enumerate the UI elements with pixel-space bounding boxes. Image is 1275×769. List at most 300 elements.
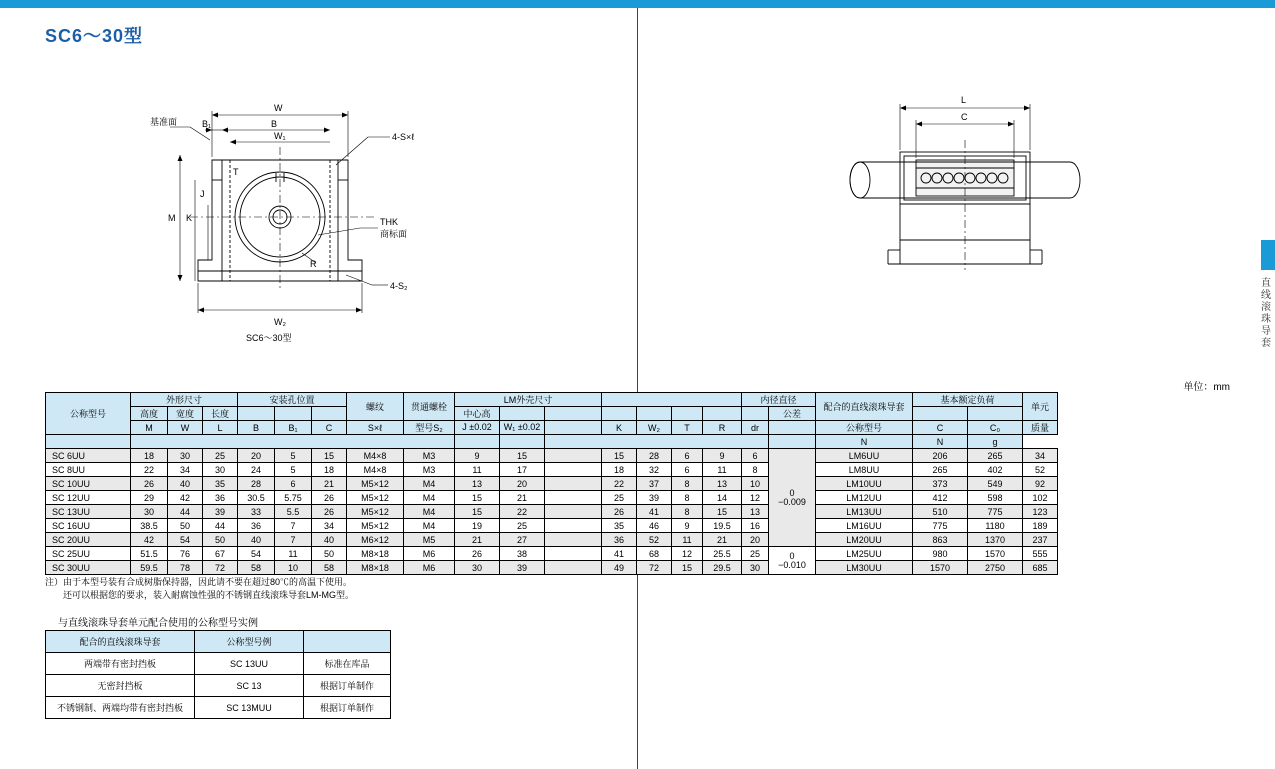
th-nominal-model: 公称型号	[46, 393, 131, 435]
cell-dr: 30	[742, 561, 769, 575]
cell-model: SC 25UU	[46, 547, 131, 561]
cell-bush-type: 无密封挡板	[46, 675, 195, 697]
cell-M: 26	[131, 477, 168, 491]
dim-label-C: C	[961, 112, 968, 122]
cell-B1: 5	[275, 463, 312, 477]
unit-row-N2: N	[913, 435, 968, 449]
cell-W1: 27	[500, 533, 545, 547]
cell-R: 9	[703, 449, 742, 463]
cell-C-load: 1570	[913, 561, 968, 575]
cell-mass: 237	[1023, 533, 1058, 547]
table-row	[46, 477, 1058, 491]
cell-model: SC 16UU	[46, 519, 131, 533]
cell-bush: LM25UU	[816, 547, 913, 561]
cell-C: 26	[312, 491, 347, 505]
cell-Sxl: M5×12	[347, 477, 404, 491]
th-height: 高度	[131, 407, 168, 421]
cell-T: 11	[672, 533, 703, 547]
sym-W1: W₁ ±0.02	[500, 421, 545, 435]
th-unit: 单元	[1023, 393, 1058, 421]
cell-R: 25.5	[703, 547, 742, 561]
sym-T: T	[672, 421, 703, 435]
footnote-line-2: 还可以根据您的要求，装入耐腐蚀性强的不锈钢直线滚珠导套LM-MG型。	[63, 590, 354, 600]
cell-example-model: SC 13UU	[195, 653, 304, 675]
drawing-front-view	[150, 85, 510, 345]
dim-label-W1: W₁	[274, 131, 286, 141]
cell-bush: LM20UU	[816, 533, 913, 547]
footnote	[45, 576, 354, 602]
cell-model: SC 10UU	[46, 477, 131, 491]
cell-bush: LM16UU	[816, 519, 913, 533]
cell-K: 15	[602, 449, 637, 463]
cell-K: 18	[602, 463, 637, 477]
sym-dr: dr	[742, 421, 769, 435]
cell-C-load: 775	[913, 519, 968, 533]
cell-L: 30	[203, 463, 238, 477]
cell-C: 40	[312, 533, 347, 547]
cell-C: 26	[312, 505, 347, 519]
table-row	[46, 491, 1058, 505]
sym-Cn: C	[913, 421, 968, 435]
page-divider	[637, 8, 638, 769]
unit-row-J	[455, 435, 500, 449]
cell-S2: M3	[404, 449, 455, 463]
cell-B1: 7	[275, 519, 312, 533]
th-dr-group	[742, 407, 769, 421]
cell-W: 30	[168, 449, 203, 463]
cell-extra	[545, 547, 602, 561]
cell-L: 25	[203, 449, 238, 463]
cell-S2: M4	[404, 477, 455, 491]
cell-mass: 555	[1023, 547, 1058, 561]
cell-W: 40	[168, 477, 203, 491]
cell-B: 54	[238, 547, 275, 561]
label-screw-top: 4-S×ℓ	[392, 132, 415, 142]
sym-W: W	[168, 421, 203, 435]
cell-extra	[545, 505, 602, 519]
cell-bush: LM30UU	[816, 561, 913, 575]
cell-S2: M6	[404, 547, 455, 561]
cell-Sxl: M5×12	[347, 491, 404, 505]
cell-dr: 12	[742, 491, 769, 505]
cell-Sxl: M8×18	[347, 547, 404, 561]
cell-T: 12	[672, 547, 703, 561]
th-mount-hole: 安装孔位置	[238, 393, 347, 407]
cell-B: 36	[238, 519, 275, 533]
cell-model: SC 13UU	[46, 505, 131, 519]
cell-L: 39	[203, 505, 238, 519]
cell-K: 25	[602, 491, 637, 505]
cell-C0-load: 402	[968, 463, 1023, 477]
sym-B1: B₁	[275, 421, 312, 435]
cell-W2: 28	[637, 449, 672, 463]
cell-Sxl: M4×8	[347, 449, 404, 463]
table-row	[46, 631, 391, 653]
th-extra-1	[545, 407, 602, 421]
cell-example-model: SC 13MUU	[195, 697, 304, 719]
cell-T: 8	[672, 491, 703, 505]
table-row	[46, 653, 391, 675]
cell-M: 51.5	[131, 547, 168, 561]
label-thk: THK	[380, 217, 398, 227]
cell-R: 13	[703, 477, 742, 491]
cell-C0-load: 1370	[968, 533, 1023, 547]
specification-table	[45, 392, 1058, 575]
cell-T: 15	[672, 561, 703, 575]
cell-mass: 685	[1023, 561, 1058, 575]
cell-J: 19	[455, 519, 500, 533]
cell-J: 15	[455, 491, 500, 505]
cell-R: 19.5	[703, 519, 742, 533]
th-remark	[304, 631, 391, 653]
cell-R: 15	[703, 505, 742, 519]
cell-K: 35	[602, 519, 637, 533]
table-row	[46, 505, 1058, 519]
cell-model: SC 8UU	[46, 463, 131, 477]
th-width: 宽度	[168, 407, 203, 421]
cell-Sxl: M4×8	[347, 463, 404, 477]
cell-C: 58	[312, 561, 347, 575]
sym-M: M	[131, 421, 168, 435]
cell-B: 30.5	[238, 491, 275, 505]
cell-J: 21	[455, 533, 500, 547]
dim-label-B: B	[271, 119, 278, 129]
cell-C: 50	[312, 547, 347, 561]
cell-C-load: 265	[913, 463, 968, 477]
unit-row-mm	[131, 435, 455, 449]
cell-mass: 123	[1023, 505, 1058, 519]
cell-C-load: 373	[913, 477, 968, 491]
cell-Sxl: M5×12	[347, 519, 404, 533]
th-thread: 螺纹	[347, 393, 404, 421]
cell-B: 40	[238, 533, 275, 547]
cell-K: 36	[602, 533, 637, 547]
sym-tol	[769, 421, 816, 435]
sym-B: B	[238, 421, 275, 435]
th-center-height: 中心高	[455, 407, 500, 421]
cell-W: 78	[168, 561, 203, 575]
th-C-load	[913, 407, 968, 421]
cell-mass: 102	[1023, 491, 1058, 505]
cell-T: 9	[672, 519, 703, 533]
cell-C0-load: 1180	[968, 519, 1023, 533]
cell-S2: M3	[404, 463, 455, 477]
cell-T: 8	[672, 477, 703, 491]
cell-C-load: 412	[913, 491, 968, 505]
cell-R: 14	[703, 491, 742, 505]
cell-W2: 39	[637, 491, 672, 505]
cell-remark: 标准在库品	[304, 653, 391, 675]
top-banner	[0, 0, 1275, 8]
table-row	[46, 561, 1058, 575]
cell-C0-load: 775	[968, 505, 1023, 519]
sym-J: J ±0.02	[455, 421, 500, 435]
cell-S2: M4	[404, 491, 455, 505]
cell-W1: 38	[500, 547, 545, 561]
th-length: 长度	[203, 407, 238, 421]
cell-bush: LM10UU	[816, 477, 913, 491]
cell-W: 54	[168, 533, 203, 547]
cell-C-load: 980	[913, 547, 968, 561]
cell-L: 50	[203, 533, 238, 547]
cell-mass: 189	[1023, 519, 1058, 533]
cell-Sxl: M8×18	[347, 561, 404, 575]
cell-W: 42	[168, 491, 203, 505]
unit-row-N1: N	[816, 435, 913, 449]
cell-M: 42	[131, 533, 168, 547]
cell-W1: 21	[500, 491, 545, 505]
unit-row-model	[46, 435, 131, 449]
cell-R: 21	[703, 533, 742, 547]
th-basic-load: 基本额定负荷	[913, 393, 1023, 407]
footnote-line-1: 注）由于本型号装有合成树脂保持器，因此请不要在超过80℃的高温下使用。	[45, 577, 353, 587]
cell-dr: 13	[742, 505, 769, 519]
sym-S2: 型号S₂	[404, 421, 455, 435]
sym-C0: C₀	[968, 421, 1023, 435]
label-thk2: 商标面	[380, 229, 408, 239]
cell-B1: 10	[275, 561, 312, 575]
label-datum: 基准面	[150, 117, 178, 127]
cell-M: 30	[131, 505, 168, 519]
cell-W1: 15	[500, 449, 545, 463]
cell-mass: 92	[1023, 477, 1058, 491]
cell-Sxl: M5×12	[347, 505, 404, 519]
th-R-group	[703, 407, 742, 421]
unit-row-bush	[769, 435, 816, 449]
cell-M: 22	[131, 463, 168, 477]
dim-label-L: L	[961, 95, 967, 105]
example-model-table	[45, 630, 391, 719]
cell-C-load: 206	[913, 449, 968, 463]
cell-T: 6	[672, 449, 703, 463]
table-row	[46, 533, 1058, 547]
table-row	[46, 547, 1058, 561]
th-bore-dia: 内径直径	[742, 393, 816, 407]
cell-C: 18	[312, 463, 347, 477]
cell-W1: 39	[500, 561, 545, 575]
cell-B: 33	[238, 505, 275, 519]
cell-model: SC 12UU	[46, 491, 131, 505]
page-title: SC6〜30型	[45, 26, 144, 46]
cell-L: 44	[203, 519, 238, 533]
cell-dr: 16	[742, 519, 769, 533]
th-B1	[275, 407, 312, 421]
cell-extra	[545, 533, 602, 547]
cell-W1: 17	[500, 463, 545, 477]
cell-example-model: SC 13	[195, 675, 304, 697]
drawing-side-view	[830, 90, 1120, 300]
table-row	[46, 519, 1058, 533]
cell-S2: M6	[404, 561, 455, 575]
specification-table-body	[46, 449, 1058, 575]
cell-J: 15	[455, 505, 500, 519]
cell-C0-load: 265	[968, 449, 1023, 463]
cell-T: 8	[672, 505, 703, 519]
cell-R: 11	[703, 463, 742, 477]
cell-C0-load: 549	[968, 477, 1023, 491]
sym-K: K	[602, 421, 637, 435]
cell-B1: 5.5	[275, 505, 312, 519]
cell-bush: LM8UU	[816, 463, 913, 477]
table-row	[46, 463, 1058, 477]
cell-W2: 72	[637, 561, 672, 575]
sym-mass: 质量	[1023, 421, 1058, 435]
th-K-group	[602, 407, 637, 421]
cell-Sxl: M6×12	[347, 533, 404, 547]
unit-row-mid	[545, 435, 769, 449]
sym-R: R	[703, 421, 742, 435]
cell-model: SC 20UU	[46, 533, 131, 547]
sym-Sl: S×ℓ	[347, 421, 404, 435]
cell-W2: 41	[637, 505, 672, 519]
cell-J: 13	[455, 477, 500, 491]
cell-dr: 25	[742, 547, 769, 561]
cell-W2: 32	[637, 463, 672, 477]
cell-bush-type: 不锈钢制、两端均带有密封挡板	[46, 697, 195, 719]
cell-W: 34	[168, 463, 203, 477]
cell-J: 26	[455, 547, 500, 561]
cell-B1: 5	[275, 449, 312, 463]
cell-W: 76	[168, 547, 203, 561]
cell-L: 72	[203, 561, 238, 575]
cell-J: 9	[455, 449, 500, 463]
cell-C-load: 510	[913, 505, 968, 519]
dim-label-W: W	[274, 103, 283, 113]
cell-B: 24	[238, 463, 275, 477]
cell-dr: 20	[742, 533, 769, 547]
cell-W2: 52	[637, 533, 672, 547]
cell-extra	[545, 519, 602, 533]
cell-W: 50	[168, 519, 203, 533]
cell-C: 21	[312, 477, 347, 491]
cell-R: 29.5	[703, 561, 742, 575]
cell-L: 35	[203, 477, 238, 491]
cell-M: 59.5	[131, 561, 168, 575]
cell-K: 26	[602, 505, 637, 519]
cell-bush: LM6UU	[816, 449, 913, 463]
cell-tolerance-1: 0 −0.009	[769, 449, 816, 547]
th-W2-group	[637, 407, 672, 421]
cell-extra	[545, 463, 602, 477]
dim-label-T: T	[233, 167, 239, 177]
cell-dr: 6	[742, 449, 769, 463]
sym-bush: 公称型号	[816, 421, 913, 435]
cell-K: 41	[602, 547, 637, 561]
unit-row-W1	[500, 435, 545, 449]
cell-S2: M4	[404, 519, 455, 533]
table-row	[46, 449, 1058, 463]
cell-B1: 7	[275, 533, 312, 547]
dim-label-R: R	[310, 259, 317, 269]
cell-mass: 52	[1023, 463, 1058, 477]
cell-C0-load: 1570	[968, 547, 1023, 561]
cell-W1: 20	[500, 477, 545, 491]
th-blank-group	[602, 393, 742, 407]
table-row	[46, 675, 391, 697]
th-matched-bush: 配合的直线滚珠导套	[816, 393, 913, 421]
cell-model: SC 6UU	[46, 449, 131, 463]
cell-C0-load: 598	[968, 491, 1023, 505]
cell-C: 15	[312, 449, 347, 463]
th-W1-group	[500, 407, 545, 421]
th-C0-load	[968, 407, 1023, 421]
cell-S2: M5	[404, 533, 455, 547]
unit-row-g: g	[968, 435, 1023, 449]
figure-caption: SC6〜30型	[246, 333, 292, 343]
cell-model: SC 30UU	[46, 561, 131, 575]
sym-L: L	[203, 421, 238, 435]
th-outer-dims: 外形尺寸	[131, 393, 238, 407]
unit-note: 单位：mm	[1183, 382, 1230, 393]
cell-C0-load: 2750	[968, 561, 1023, 575]
sym-C: C	[312, 421, 347, 435]
dim-label-K: K	[186, 213, 193, 223]
cell-B1: 11	[275, 547, 312, 561]
table2-caption: 与直线滚珠导套单元配合使用的公称型号实例	[58, 618, 258, 629]
cell-M: 38.5	[131, 519, 168, 533]
cell-B: 28	[238, 477, 275, 491]
cell-S2: M4	[404, 505, 455, 519]
cell-W1: 22	[500, 505, 545, 519]
cell-tolerance-2: 0 −0.010	[769, 547, 816, 575]
cell-W2: 37	[637, 477, 672, 491]
cell-extra	[545, 477, 602, 491]
th-example-model: 公称型号例	[195, 631, 304, 653]
cell-M: 18	[131, 449, 168, 463]
sym-extra	[545, 421, 602, 435]
cell-W1: 25	[500, 519, 545, 533]
dim-label-M: M	[168, 213, 176, 223]
cell-T: 6	[672, 463, 703, 477]
cell-L: 67	[203, 547, 238, 561]
cell-B1: 6	[275, 477, 312, 491]
cell-mass: 34	[1023, 449, 1058, 463]
cell-W: 44	[168, 505, 203, 519]
side-tab-marker	[1261, 240, 1275, 270]
th-through-bolt: 贯通螺栓	[404, 393, 455, 421]
cell-L: 36	[203, 491, 238, 505]
cell-W2: 68	[637, 547, 672, 561]
cell-extra	[545, 491, 602, 505]
cell-B1: 5.75	[275, 491, 312, 505]
dim-label-B1: B₁	[202, 119, 212, 129]
th-C	[312, 407, 347, 421]
cell-dr: 10	[742, 477, 769, 491]
cell-B: 58	[238, 561, 275, 575]
cell-bush-type: 两端带有密封挡板	[46, 653, 195, 675]
th-T-group	[672, 407, 703, 421]
th-matched-bush-2: 配合的直线滚珠导套	[46, 631, 195, 653]
dim-label-W2: W₂	[274, 317, 286, 327]
th-lm-shell: LM外壳尺寸	[455, 393, 602, 407]
cell-W2: 46	[637, 519, 672, 533]
sym-W2: W₂	[637, 421, 672, 435]
cell-K: 49	[602, 561, 637, 575]
cell-B: 20	[238, 449, 275, 463]
th-B	[238, 407, 275, 421]
cell-M: 29	[131, 491, 168, 505]
cell-extra	[545, 449, 602, 463]
dim-label-J: J	[200, 189, 205, 199]
cell-remark: 根据订单制作	[304, 675, 391, 697]
label-screw-bottom: 4-S₂	[390, 281, 408, 291]
cell-J: 30	[455, 561, 500, 575]
cell-C-load: 863	[913, 533, 968, 547]
cell-K: 22	[602, 477, 637, 491]
cell-bush: LM12UU	[816, 491, 913, 505]
th-tolerance: 公差	[769, 407, 816, 421]
cell-C: 34	[312, 519, 347, 533]
